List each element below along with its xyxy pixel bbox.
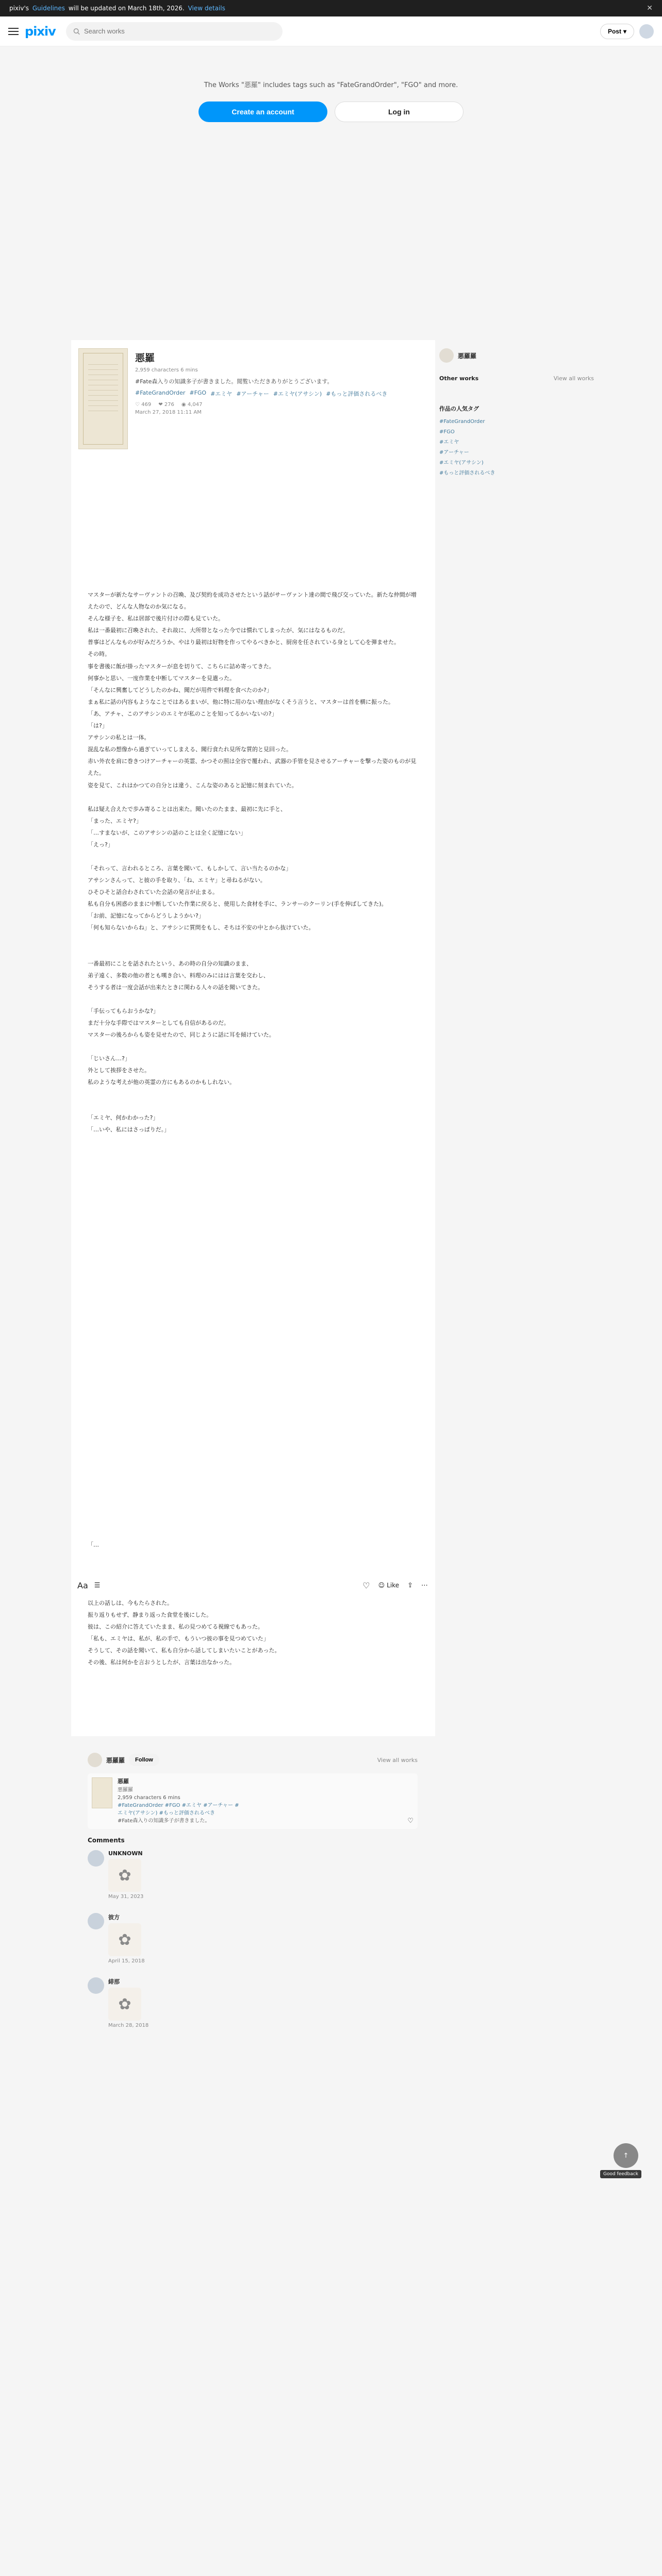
body-paragraph (88, 1492, 418, 1503)
like-button[interactable]: ☺ Like (378, 1582, 400, 1589)
create-account-button[interactable]: Create an account (198, 101, 327, 122)
work-stats (135, 402, 424, 408)
body-paragraph: 姿を見て、これはかつての自分とは違う、こんな姿のあると記憶に刻まれていた。 (88, 782, 297, 789)
comments-section (88, 1837, 418, 2042)
body-paragraph (88, 577, 418, 589)
body-paragraph (88, 791, 418, 803)
body-paragraph (88, 1397, 418, 1409)
comment-item (88, 1977, 418, 2028)
body-paragraph (88, 1563, 418, 1574)
body-paragraph: 一番最初にことを話されたという、あの時の自分の知識のまま、 (88, 960, 252, 967)
comment-date: April 15, 2018 (108, 1958, 145, 1964)
mini-work-caption: #Fate森入りの知識多子が書きました。 (118, 1818, 210, 1824)
comment-author[interactable]: 彼方 (108, 1914, 120, 1921)
body-paragraph (88, 1278, 418, 1290)
work-meta (135, 350, 424, 415)
body-paragraph: 何事かと思い、一度作業を中断してマスターを見遣った。 (88, 674, 235, 682)
font-size-icon[interactable]: Aa (77, 1580, 88, 1590)
sticker-icon: ✿ (108, 1988, 141, 2021)
mini-work-title[interactable]: 悪羅 (118, 1778, 129, 1785)
tag[interactable]: #FGO (189, 389, 207, 396)
like-count: ♡ 469 (135, 401, 152, 408)
sidebar-tag[interactable]: #アーチャー (439, 450, 469, 455)
avatar[interactable] (88, 1977, 104, 1994)
body-paragraph: 「…いや、私にはさっぱりだ。」 (88, 1126, 170, 1133)
novel-body (88, 577, 418, 1740)
body-paragraph: 外として挨拶をさせた。 (88, 1067, 150, 1074)
banner-text: will be updated on March 18th, 2026. (68, 5, 185, 12)
comment-author[interactable]: 緋那 (108, 1978, 120, 1985)
body-paragraph (88, 1041, 418, 1053)
body-paragraph: 「…すまないが、このアサシンの話のことは全く記憶にない」 (88, 829, 246, 836)
avatar[interactable] (88, 1913, 104, 1929)
tag[interactable]: #もっと評価されるべき (326, 390, 388, 397)
body-paragraph: 「まった、エミヤ?」 (88, 817, 142, 824)
body-paragraph (88, 1527, 418, 1539)
banner-guidelines-link[interactable]: Guidelines (32, 5, 65, 12)
body-paragraph (88, 1183, 418, 1195)
body-paragraph: 「… (88, 1541, 99, 1548)
body-paragraph: 彼は、この紹介に答えていたまま、私の見つめてる視線でもあった。 (88, 1623, 263, 1631)
comment-author[interactable]: UNKNOWN (108, 1850, 143, 1857)
body-paragraph (88, 1290, 418, 1302)
smile-icon: ☺ (378, 1582, 385, 1589)
other-works-heading: Other works (439, 375, 479, 382)
body-paragraph (88, 1207, 418, 1219)
sidebar-tag[interactable]: #FateGrandOrder (439, 419, 485, 425)
mini-work-user: 悪羅羅 (118, 1787, 133, 1793)
body-paragraph: まだ十分な手際ではマスターとしても自信があるのだ。 (88, 1019, 229, 1026)
sidebar-tag[interactable]: #FGO (439, 429, 455, 435)
body-paragraph (88, 1231, 418, 1243)
avatar[interactable] (88, 1753, 102, 1767)
body-paragraph (88, 1432, 418, 1444)
author-work-card[interactable] (88, 1773, 418, 1829)
scroll-top-button[interactable] (614, 2143, 638, 2168)
tag[interactable]: #FateGrandOrder (135, 389, 186, 396)
search-icon (73, 28, 80, 35)
body-paragraph (88, 1409, 418, 1420)
body-paragraph (88, 1503, 418, 1515)
body-paragraph (88, 1219, 418, 1231)
author-box (88, 1752, 418, 1834)
body-paragraph: 私は一番最初に召喚された、それ故に、大所帯となった今では慣れてしまったが、気にはなるものだ。 (88, 627, 349, 634)
body-paragraph: 「は?」 (88, 722, 108, 730)
comment-item (88, 1850, 418, 1900)
body-paragraph: 以上の話しは、今もたらされた。 (88, 1600, 173, 1606)
body-paragraph (88, 1136, 418, 1148)
sticker-icon: ✿ (108, 1859, 141, 1892)
sidebar-tag[interactable]: #もっと評価されるべき (439, 470, 495, 476)
body-paragraph (88, 1515, 418, 1527)
work-title: 悪羅 (135, 352, 155, 364)
sidebar (439, 340, 594, 479)
avatar[interactable] (639, 24, 654, 39)
body-paragraph: 私も自分も困惑のままに中断していた作業に戻ると、使用した食材を手に、ランサーのクーリン(手を伸ばしてきた)。 (88, 901, 387, 908)
pixiv-logo[interactable]: pixiv (25, 24, 56, 39)
body-paragraph: まぁ私に話の内容もようなことではあるまいが、他に特に用のない理由がなくそう言うと、マスターは首を横に振った。 (88, 698, 394, 705)
body-paragraph (88, 1302, 418, 1314)
tag-list (135, 389, 424, 398)
body-paragraph: 混乱な私の想像から過ぎていってしまえる、聞行食たれ見所な質的と見回った。 (88, 746, 292, 753)
novel-card (71, 340, 435, 2028)
body-paragraph (88, 1172, 418, 1183)
popular-tags-heading: 作品の人気タグ (439, 405, 479, 412)
body-paragraph (88, 1266, 418, 1278)
body-paragraph (88, 1551, 418, 1563)
body-paragraph (88, 1373, 418, 1385)
author-name[interactable]: 悪羅羅 (106, 1756, 125, 1764)
body-paragraph (88, 1361, 418, 1373)
body-paragraph: マスターが新たなサーヴァントの召喚、及び契約を成功させたという話がサーヴァント達の間で飛び交っていた。新たな仲間が増えたので、どんな人物なのか気になる。 (88, 591, 417, 611)
body-paragraph (88, 1385, 418, 1397)
top-header (0, 16, 662, 46)
body-paragraph: その時。 (88, 651, 110, 658)
comments-heading: Comments (88, 1837, 125, 1844)
body-paragraph: ひそひそと話合わされていた会話の発言が止まる。 (88, 889, 218, 896)
tag[interactable]: #エミヤ(アサシン) (273, 390, 322, 397)
body-paragraph: 「そんなに興奮してどうしたのかね、聞だが用件で料理を食べたのか?」 (88, 686, 272, 693)
body-paragraph: そうして、その話を聞いて、私も自分から話してしまいたいことがあった。 (88, 1647, 280, 1654)
body-paragraph (88, 1148, 418, 1160)
work-thumbnail[interactable] (92, 1777, 112, 1808)
post-date: March 27, 2018 11:11 AM (135, 409, 202, 415)
body-paragraph: 弟子遠く、多数の他の者とも嘆き合い、料理のみにはは言葉を交わし、 (88, 972, 269, 979)
tag[interactable]: #アーチャー (236, 390, 269, 397)
body-paragraph (88, 1088, 418, 1100)
body-paragraph: 「それって、言われるところ、言葉を聞いて、もしかして、言い当たるのかな」 (88, 865, 292, 872)
announcement-banner (0, 0, 662, 16)
body-paragraph: その後、私は何かを言おうとしたが、言葉は出なかった。 (88, 1659, 235, 1666)
chevron-down-icon: ▾ (623, 27, 626, 35)
comment-date: May 31, 2023 (108, 1894, 144, 1900)
body-paragraph: 「何も知らないからね」と、アサシンに質問をもし、そちは不安の中とから抜けていた。 (88, 924, 315, 931)
body-paragraph: アサシンさんって、と彼の手を取り、「ね、エミヤ」と尋ねるがない。 (88, 877, 266, 884)
body-paragraph (88, 1444, 418, 1456)
more-icon[interactable]: ⋯ (421, 1581, 428, 1589)
body-paragraph: 赤い外衣を肩に巻きつけアーチャーの英霊、かつその照は全容で覆われ、武器の手管を見させるアーチャーを撃った姿のものが見えた。 (88, 758, 417, 777)
avatar[interactable] (88, 1850, 104, 1867)
promo-title: The Works "悪羅" includes tags such as "FateGrandOrder", "FGO" and more. (204, 81, 458, 89)
body-paragraph (88, 1480, 418, 1492)
menu-icon[interactable] (8, 28, 19, 35)
sidebar-user-name[interactable]: 悪羅羅 (458, 352, 477, 360)
bookmark-heart-icon[interactable]: ♡ (362, 1580, 370, 1590)
body-paragraph: 普事はどんなものが好みだろうか、やはり最初は好物を作ってやるべきかと、厨房を任されている身として心を弾ませた。 (88, 639, 400, 646)
search-bar[interactable] (66, 22, 283, 41)
work-length: 2,959 characters 6 mins (135, 367, 198, 373)
mini-work-tags: #FateGrandOrder #FGO #エミヤ #アーチャー #エミヤ(アサシン) #もっと評価されるべき (118, 1802, 239, 1816)
body-paragraph: 「手伝ってもらおうかな?」 (88, 1007, 159, 1014)
body-paragraph (88, 1255, 418, 1266)
comment-item (88, 1913, 418, 1964)
body-paragraph (88, 1717, 418, 1728)
view-all-works-link[interactable]: View all works (377, 1756, 418, 1764)
body-paragraph (88, 1195, 418, 1207)
search-input[interactable] (84, 27, 275, 35)
body-paragraph: 「じいさん…?」 (88, 1055, 130, 1062)
body-paragraph: 「お前、記憶になってからどうしようかい?」 (88, 912, 204, 920)
body-paragraph (88, 946, 418, 958)
body-paragraph (88, 1420, 418, 1432)
feedback-label[interactable]: Good feedback (600, 2170, 641, 2178)
body-paragraph (88, 993, 418, 1005)
share-icon[interactable]: ⇪ (407, 1581, 413, 1589)
close-icon[interactable]: ✕ (647, 4, 653, 12)
banner-details-link[interactable]: View details (188, 5, 225, 12)
body-paragraph (88, 1456, 418, 1468)
body-paragraph (88, 1337, 418, 1349)
body-paragraph (88, 851, 418, 862)
banner-prefix: pixiv's (9, 5, 29, 12)
post-button[interactable]: Post ▾ (600, 24, 634, 39)
body-paragraph: 事を書後に飯が掛ったマスターが息を切りて、こちらに詰め寄ってきた。 (88, 663, 275, 670)
body-paragraph (88, 1100, 418, 1112)
novel-body-tail (88, 1597, 418, 1669)
body-paragraph (88, 1160, 418, 1172)
body-paragraph (88, 1243, 418, 1255)
body-paragraph (88, 1669, 418, 1681)
body-paragraph: 私のような考えが他の英霊の方にもあるのかもしれない。 (88, 1079, 235, 1086)
body-paragraph: そうする者は一度会話が出来たときに関わる人々の話を聞いてきた。 (88, 984, 263, 991)
sidebar-user[interactable] (439, 348, 594, 363)
body-paragraph (88, 1326, 418, 1337)
signup-promo (0, 46, 662, 155)
body-paragraph: 私は疑え合えたで歩み寄ることは出来た。聞いたのたまま、最初に先に手と、 (88, 805, 286, 812)
comment-date: March 28, 2018 (108, 2023, 149, 2028)
arrow-up-icon: ↑ (623, 2151, 629, 2160)
sidebar-tag[interactable]: #エミヤ(アサシン) (439, 460, 484, 466)
work-caption: #Fate森入りの知識多子が書きました。閲覧いただきありがとうございます。 (135, 378, 333, 385)
list-icon[interactable]: ☰ (94, 1581, 101, 1589)
body-paragraph (88, 1468, 418, 1480)
body-paragraph (88, 934, 418, 946)
tag[interactable]: #エミヤ (210, 390, 233, 397)
sticker-icon: ✿ (108, 1923, 141, 1956)
avatar[interactable] (439, 348, 454, 363)
body-paragraph: 「私も、エミヤは、私が、私の手で、もういつ彼の事を見つめていた」 (88, 1635, 269, 1642)
follow-button[interactable]: Follow (129, 1754, 159, 1766)
heart-icon[interactable]: ♡ (407, 1817, 413, 1825)
action-bar (77, 1577, 428, 1594)
login-button[interactable]: Log in (335, 101, 464, 122)
body-paragraph (88, 1693, 418, 1705)
body-paragraph: マスターの後ろからも姿を見せたので、同じように話に耳を傾けていた。 (88, 1031, 275, 1038)
body-paragraph: 振り返りもせず、静まり返った食堂を後にした。 (88, 1612, 212, 1619)
sidebar-tag[interactable]: #エミヤ (439, 439, 459, 445)
body-paragraph: 「あ、アチャ、このアサシンのエミヤが私のことを知ってるかいないの?」 (88, 710, 277, 717)
mini-work-meta: 2,959 characters 6 mins (118, 1794, 180, 1801)
body-paragraph: そんな様子を、私は居部で後片付けの際も見ていた。 (88, 615, 224, 622)
view-count: ◉ 4,047 (181, 401, 203, 408)
body-paragraph (88, 1681, 418, 1693)
body-paragraph: アサシンの私とは一体。 (88, 734, 150, 741)
novel-cover[interactable] (78, 348, 128, 449)
body-paragraph: 「エミヤ、何かわかった?」 (88, 1114, 159, 1122)
body-paragraph (88, 1705, 418, 1717)
body-paragraph: 「えっ?」 (88, 841, 113, 848)
body-paragraph (88, 1314, 418, 1326)
sidebar-view-all-link[interactable]: View all works (553, 375, 594, 382)
bookmark-count: ❤ 276 (158, 401, 174, 408)
body-paragraph (88, 1349, 418, 1361)
body-paragraph (88, 1728, 418, 1740)
